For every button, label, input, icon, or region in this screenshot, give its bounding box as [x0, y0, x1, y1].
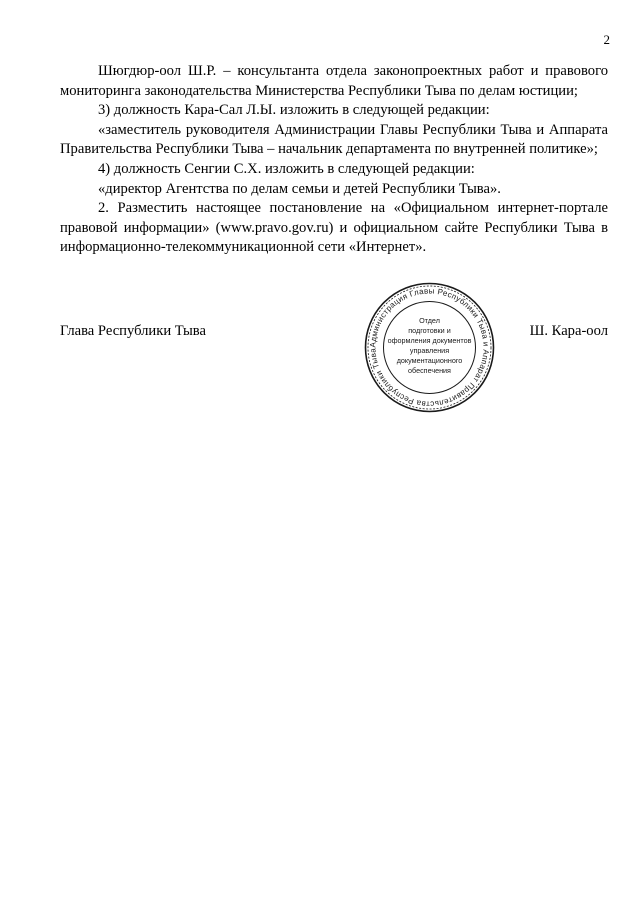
official-seal [362, 280, 497, 415]
seal-center-line: управления [409, 346, 450, 355]
seal-center-line: подготовки и [408, 326, 451, 335]
paragraph-item-4: 4) должность Сенгии С.Х. изложить в следующей редакции: [98, 160, 475, 177]
page-number: 2 [603, 32, 610, 47]
seal-center-line: документационного [396, 356, 463, 365]
signatory-title: Глава Республики Тыва [60, 323, 206, 339]
signature-block [60, 323, 608, 343]
paragraph-publish: 2. Разместить настоящее постановление на «Официальном интернет-портале правовой информации» (www.pravo.gov.ru) и официальном сайте Республики Тыва в информационно-телекоммуникационной сети «Интернет». [60, 200, 608, 256]
paragraph-deputy-head: «заместитель руководителя Администрации Главы Республики Тыва и Аппарата Правительства Республики Тыва – начальник департамента по внутренней политике»; [60, 121, 608, 158]
paragraph-item-3: 3) должность Кара-Сал Л.Ы. изложить в следующей редакции: [98, 102, 490, 119]
signatory-name: Ш. Кара-оол [529, 323, 608, 339]
seal-ring-text: Администрация Главы Республики Тыва и Аппарат Правительства Республики Тыва [368, 286, 491, 409]
seal-center-line: оформления документов [387, 336, 472, 345]
paragraph-director: «директор Агентства по делам семьи и детей Республики Тыва». [98, 180, 501, 197]
seal-center-line: обеспечения [408, 366, 451, 375]
paragraph-consultant: Шюгдюр-оол Ш.Р. – консультанта отдела законопроектных работ и правового мониторинга законодательства Министерства Республики Тыва по делам юстиции; [60, 63, 608, 99]
document-body [60, 62, 608, 258]
seal-center-line: Отдел [419, 316, 440, 325]
